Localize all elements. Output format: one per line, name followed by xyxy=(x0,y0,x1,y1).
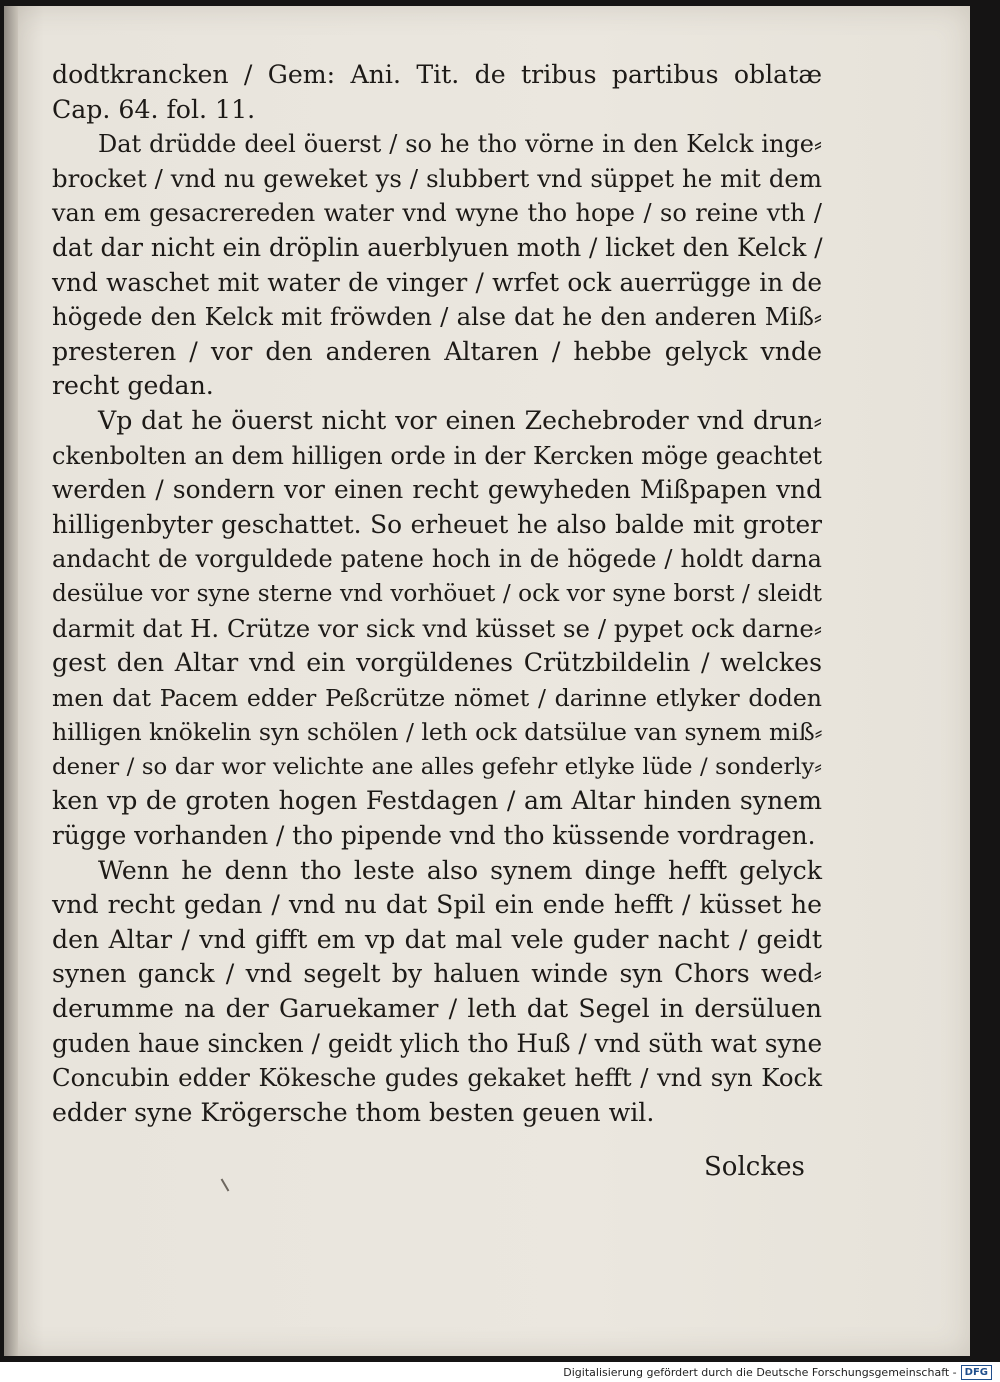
text-line: dat dar nicht ein dröplin auerblyuen moth / licket den Kelck / xyxy=(52,232,823,262)
digitization-footer xyxy=(563,1363,992,1381)
text-line: hilligenbyter geschattet. So erheuet he also balde mit groter xyxy=(52,509,822,539)
text-line: presteren / vor den anderen Altaren / hebbe gelyck vnde xyxy=(52,336,822,366)
text-line: Dat drüdde deel öuerst / so he tho vörne in den Kelck inge⸗ xyxy=(98,130,822,159)
text-line: Cap. 64. fol. 11. xyxy=(52,94,256,124)
text-line: dodtkrancken / Gem: Ani. Tit. de tribus partibus oblatæ xyxy=(52,60,822,89)
text-line: ken vp de groten hogen Festdagen / am Altar hinden synem xyxy=(52,786,822,816)
text-line: Wenn he denn tho leste also synem dinge hefft gelyck xyxy=(98,855,822,885)
text-line: hilligen knökelin syn schölen / leth ock datsülue van synem miß⸗ xyxy=(52,718,823,747)
text-line: brocket / vnd nu geweket ys / slubbert vnd süppet he mit dem xyxy=(52,163,822,193)
text-line: andacht de vorguldede patene hoch in de högede / holdt darna xyxy=(52,545,822,574)
page-gutter xyxy=(4,6,18,1356)
text-line: Concubin edder Kökesche gudes gekaket hefft / vnd syn Kock xyxy=(52,1063,822,1093)
text-line: synen ganck / vnd segelt by haluen winde syn Chors wed⸗ xyxy=(52,959,822,989)
text-line: ckenbolten an dem hilligen orde in der Kercken möge geachtet xyxy=(52,441,822,470)
text-line: dener / so dar wor velichte ane alles gefehr etlyke lüde / sonderly⸗ xyxy=(52,753,822,780)
funding-credit: Digitalisierung gefördert durch die Deutsche Forschungsgemeinschaft - xyxy=(563,1365,957,1379)
text-line: desülue vor syne sterne vnd vorhöuet / ock vor syne borst / sleidt xyxy=(52,579,822,607)
text-line: guden haue sincken / geidt ylich tho Huß / vnd süth wat syne xyxy=(52,1028,823,1058)
text-line: Vp dat he öuerst nicht vor einen Zechebroder vnd drun⸗ xyxy=(98,405,822,435)
text-line: edder syne Krögersche thom besten geuen wil. xyxy=(52,1097,655,1127)
text-line: gest den Altar vnd ein vorgüldenes Crützbildelin / welckes xyxy=(52,648,822,678)
text-line: den Altar / vnd gifft em vp dat mal vele guder nacht / geidt xyxy=(52,924,822,954)
dfg-logo: DFG xyxy=(961,1365,992,1380)
text-line: högede den Kelck mit fröwden / alse dat he den anderen Miß⸗ xyxy=(52,302,822,332)
book-page xyxy=(4,6,970,1356)
text-line: vnd waschet mit water de vinger / wrfet ock auerrügge in de xyxy=(52,267,822,297)
text-line: darmit dat H. Crütze vor sick vnd küsset se / pypet ock darne⸗ xyxy=(52,613,822,643)
text-line: men dat Pacem edder Peßcrütze nömet / darinne etlyker doden xyxy=(52,683,822,712)
text-line: rügge vorhanden / tho pipende vnd tho küssende vordragen. xyxy=(52,821,816,851)
text-line: werden / sondern vor einen recht gewyheden Mißpapen vnd xyxy=(52,475,822,505)
text-line: vnd recht gedan / vnd nu dat Spil ein ende hefft / küsset he xyxy=(52,890,822,920)
text-line: recht gedan. xyxy=(52,371,214,401)
catchword: Solckes xyxy=(704,1152,805,1182)
text-line: van em gesacrereden water vnd wyne tho hope / so reine vth / xyxy=(52,199,822,228)
text-line: derumme na der Garuekamer / leth dat Segel in dersüluen xyxy=(52,994,822,1024)
ink-mark xyxy=(221,1178,230,1191)
body-text xyxy=(52,58,822,1130)
